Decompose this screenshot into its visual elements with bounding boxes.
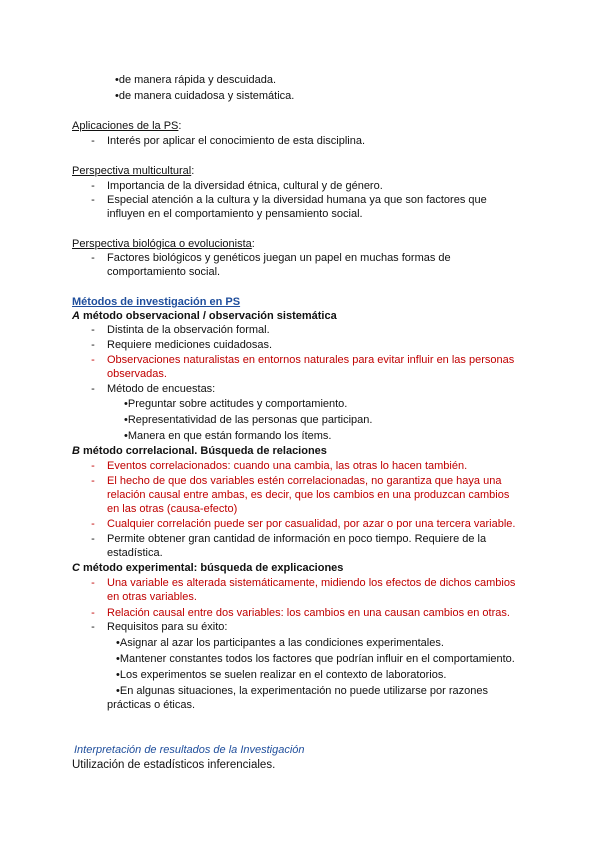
multicultural-colon: : <box>191 165 195 177</box>
dash-marker: - <box>91 252 95 264</box>
dash-marker: - <box>91 383 95 395</box>
correlacional-item-1: Eventos correlacionados: cuando una cambia, las otras lo hacen también. <box>107 460 468 472</box>
interpretacion-text: Utilización de estadísticos inferenciales. <box>72 759 276 771</box>
multicultural-heading <box>72 164 194 178</box>
dash-marker: - <box>91 194 95 206</box>
multicultural-item-2-line-1: Especial atención a la cultura y la diversidad humana ya que son factores que <box>107 194 487 206</box>
experimental-item-3: Requisitos para su éxito: <box>107 621 228 633</box>
dash-marker: - <box>91 621 95 633</box>
observacional-sub-1: •Preguntar sobre actitudes y comportamiento. <box>124 398 348 410</box>
dash-marker: - <box>91 533 95 545</box>
correlacional-item-4-line-2: estadística. <box>107 547 163 559</box>
dash-marker: - <box>91 475 95 487</box>
observacional-item-3-line-1: Observaciones naturalistas en entornos naturales para evitar influir en las personas <box>107 354 515 366</box>
experimental-item-2: Relación causal entre dos variables: los cambios en una causan cambios en otras. <box>107 607 510 619</box>
experimental-heading <box>72 561 343 575</box>
dash-marker: - <box>91 135 95 147</box>
observacional-sub-3: •Manera en que están formando los ítems. <box>124 430 332 442</box>
aplicaciones-item-1: Interés por aplicar el conocimiento de esta disciplina. <box>107 135 366 147</box>
correlacional-title: método correlacional. Búsqueda de relaciones <box>79 445 327 457</box>
experimental-sub-1: •Asignar al azar los participantes a las condiciones experimentales. <box>116 637 444 649</box>
experimental-sub-4-line-2: prácticas o éticas. <box>107 699 196 711</box>
correlacional-letter: B <box>72 445 80 457</box>
dash-marker: - <box>91 180 95 192</box>
correlacional-heading <box>72 444 327 458</box>
dash-marker: - <box>91 339 95 351</box>
experimental-sub-2: •Mantener constantes todos los factores que podrían influir en el comportamiento. <box>116 653 515 665</box>
dash-marker: - <box>91 607 95 619</box>
observacional-item-3-line-2: observadas. <box>107 368 167 380</box>
aplicaciones-heading <box>72 119 181 133</box>
experimental-item-1-line-1: Una variable es alterada sistemáticamente, midiendo los efectos de dichos cambios <box>107 577 516 589</box>
dash-marker: - <box>91 518 95 530</box>
observacional-heading <box>72 309 337 323</box>
biologica-heading <box>72 237 255 251</box>
observacional-letter: A <box>72 310 80 322</box>
aplicaciones-colon: : <box>178 120 182 132</box>
biologica-item-1-line-1: Factores biológicos y genéticos juegan un papel en muchas formas de <box>107 252 451 264</box>
correlacional-item-2-line-3: en las otras (causa-efecto) <box>107 503 238 515</box>
dash-marker: - <box>91 460 95 472</box>
aplicaciones-heading-text: Aplicaciones de la PS <box>72 120 179 132</box>
experimental-letter: C <box>72 562 80 574</box>
correlacional-item-2-line-1: El hecho de que dos variables estén correlacionadas, no garantiza que haya una <box>107 475 502 487</box>
intro-bullet-2: •de manera cuidadosa y sistemática. <box>115 90 295 102</box>
observacional-item-4: Método de encuestas: <box>107 383 216 395</box>
experimental-sub-4-line-1: •En algunas situaciones, la experimentación no puede utilizarse por razones <box>116 685 488 697</box>
biologica-heading-text: Perspectiva biológica o evolucionista <box>72 238 252 250</box>
biologica-item-1-line-2: comportamiento social. <box>107 266 221 278</box>
experimental-sub-3: •Los experimentos se suelen realizar en el contexto de laboratorios. <box>116 669 447 681</box>
correlacional-item-2-line-2: relación causal entre ambas, es decir, que los cambios en una produzcan cambios <box>107 489 510 501</box>
dash-marker: - <box>91 354 95 366</box>
intro-bullet-1: •de manera rápida y descuidada. <box>115 74 277 86</box>
metodos-heading: Métodos de investigación en PS <box>72 296 241 308</box>
correlacional-item-4-line-1: Permite obtener gran cantidad de información en poco tiempo. Requiere de la <box>107 533 487 545</box>
multicultural-item-2-line-2: influyen en el comportamiento y pensamiento social. <box>107 208 363 220</box>
multicultural-item-1: Importancia de la diversidad étnica, cultural y de género. <box>107 180 383 192</box>
multicultural-heading-text: Perspectiva multicultural <box>72 165 192 177</box>
observacional-title: método observacional / observación sistemática <box>79 310 337 322</box>
observacional-sub-2: •Representatividad de las personas que participan. <box>124 414 373 426</box>
experimental-item-1-line-2: en otras variables. <box>107 591 197 603</box>
observacional-item-1: Distinta de la observación formal. <box>107 324 270 336</box>
correlacional-item-3: Cualquier correlación puede ser por casualidad, por azar o por una tercera variable. <box>107 518 516 530</box>
dash-marker: - <box>91 577 95 589</box>
experimental-title: método experimental: búsqueda de explicaciones <box>79 562 344 574</box>
observacional-item-2: Requiere mediciones cuidadosas. <box>107 339 273 351</box>
dash-marker: - <box>91 324 95 336</box>
interpretacion-heading: Interpretación de resultados de la Investigación <box>74 744 305 756</box>
biologica-colon: : <box>251 238 255 250</box>
